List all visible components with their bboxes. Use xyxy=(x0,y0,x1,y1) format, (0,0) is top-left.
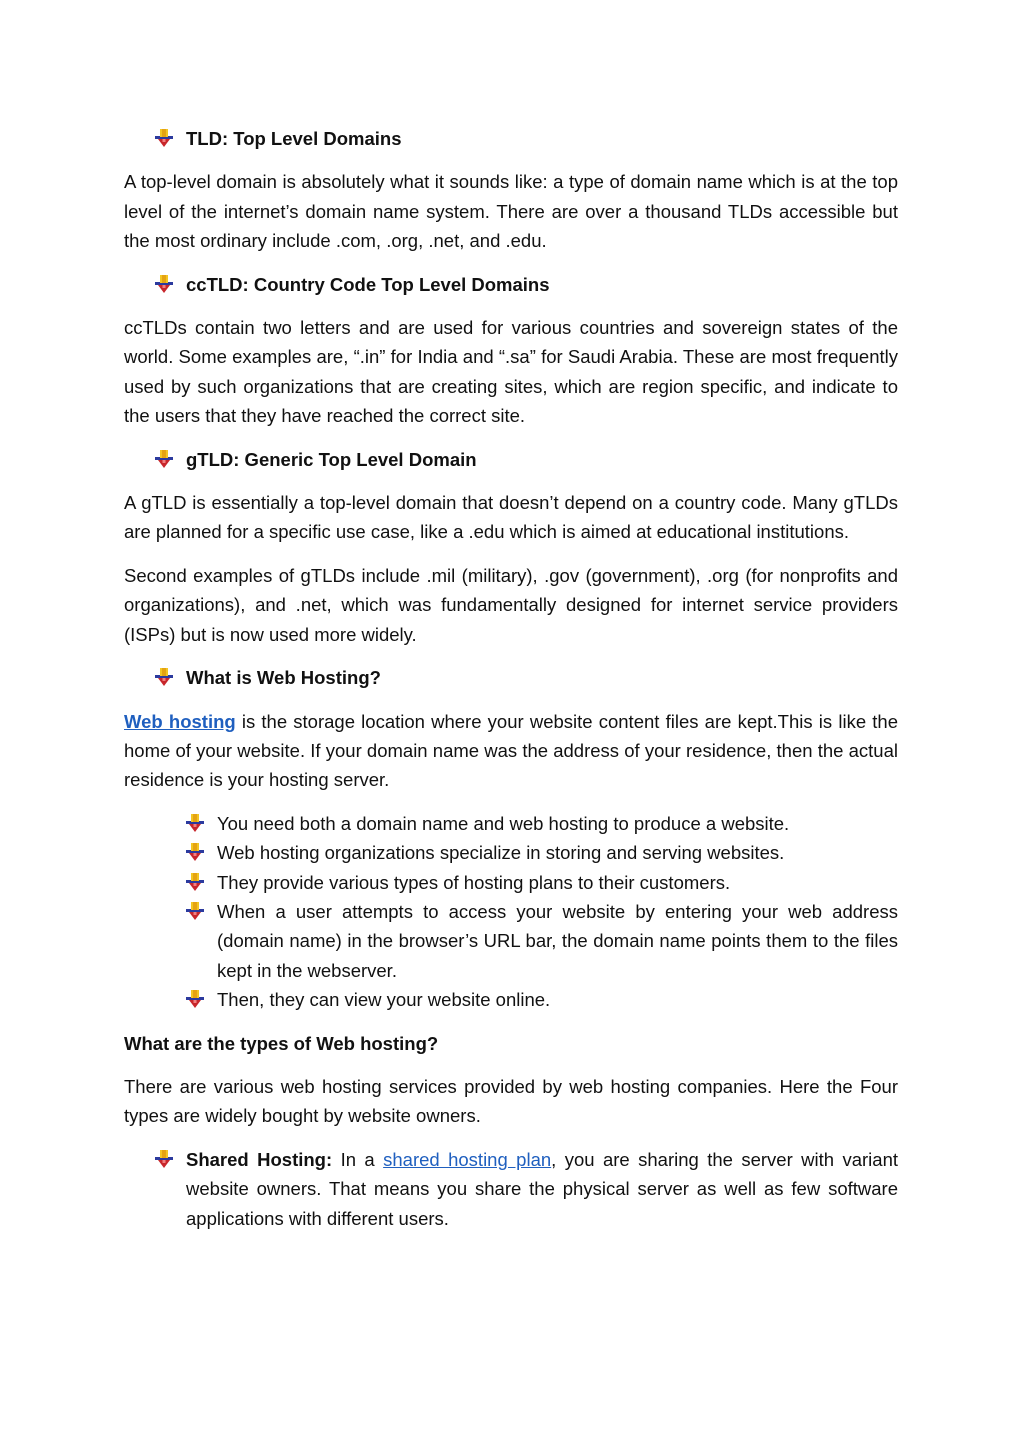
bullet-arrow-icon xyxy=(185,813,205,833)
web-hosting-heading-text: What is Web Hosting? xyxy=(186,667,381,689)
bullet-arrow-icon xyxy=(154,667,174,687)
list-item xyxy=(124,809,898,838)
list-item xyxy=(124,985,898,1014)
tld-heading-text: TLD: Top Level Domains xyxy=(186,128,402,149)
list-item-text: When a user attempts to access your website by entering your web address (domain name) in the browser’s URL bar, the domain name points them to the files kept in the webserver. xyxy=(217,900,898,981)
list-item xyxy=(124,897,898,985)
shared-hosting-plan-link[interactable]: shared hosting plan xyxy=(383,1148,552,1170)
bullet-arrow-icon xyxy=(185,901,205,921)
bullet-arrow-icon xyxy=(154,1149,174,1169)
list-item-text: Then, they can view your website online. xyxy=(217,989,551,1011)
bullet-arrow-icon xyxy=(154,274,174,294)
shared-hosting-label: Shared Hosting: xyxy=(186,1148,333,1170)
gtld-body-1: A gTLD is essentially a top-level domain that doesn’t depend on a country code. Many gTLDs are planned for a specific use case, like a .edu which is aimed at educational institutions. xyxy=(124,492,898,543)
list-item xyxy=(124,838,898,867)
types-body: There are various web hosting services provided by web hosting companies. Here the Four types are widely bought by website owners. xyxy=(124,1075,898,1127)
cctld-heading-text: ccTLD: Country Code Top Level Domains xyxy=(186,273,550,295)
web-hosting-heading xyxy=(124,663,898,692)
gtld-heading xyxy=(124,445,898,474)
shared-hosting-pre-link: In a xyxy=(332,1148,384,1170)
web-hosting-bullet-list xyxy=(124,809,898,1015)
shared-hosting-post-link: , you are sharing the server with variant website owners. That means you share the physical server as well as few software applications with different users. xyxy=(186,1148,898,1229)
bullet-arrow-icon xyxy=(185,872,205,892)
cctld-body: ccTLDs contain two letters and are used for various countries and sovereign states of the world. Some examples are, “.in” for India and “.sa” for Saudi Arabia. These are most frequently used by such organizations that are creating sites, which are region specific, and indicate to the users that they have reached the correct site. xyxy=(124,317,898,427)
web-hosting-link[interactable]: Web hosting xyxy=(124,710,236,732)
list-item-text: You need both a domain name and web hosting to produce a website. xyxy=(217,812,790,834)
list-item-text: They provide various types of hosting plans to their customers. xyxy=(217,871,731,893)
types-heading: What are the types of Web hosting? xyxy=(124,1032,439,1054)
web-hosting-body-text: is the storage location where your website content files are kept.This is like the home of your website. If your domain name was the address of your residence, then the actual residence is your hosting server. xyxy=(124,710,898,791)
bullet-arrow-icon xyxy=(185,989,205,1009)
gtld-body-2: Second examples of gTLDs include .mil (military), .gov (government), .org (for nonprofits and organizations), and .net, which was fundamentally designed for internet service providers (ISPs) but is now used more widely. xyxy=(124,564,898,645)
gtld-heading-text: gTLD: Generic Top Level Domain xyxy=(186,448,477,470)
list-item-text: Web hosting organizations specialize in storing and serving websites. xyxy=(217,842,785,864)
bullet-arrow-icon xyxy=(185,842,205,862)
cctld-heading xyxy=(124,270,898,299)
web-hosting-body xyxy=(124,707,898,795)
list-item xyxy=(124,868,898,897)
bullet-arrow-icon xyxy=(154,128,174,148)
shared-hosting-item xyxy=(124,1145,898,1233)
tld-heading xyxy=(124,124,898,153)
tld-body: A top-level domain is absolutely what it sounds like: a type of domain name which is at the top level of the internet’s domain name system. There are over a thousand TLDs accessible but the most ordinary include .com, .org, .net, and .edu. xyxy=(124,171,898,252)
bullet-arrow-icon xyxy=(154,449,174,469)
